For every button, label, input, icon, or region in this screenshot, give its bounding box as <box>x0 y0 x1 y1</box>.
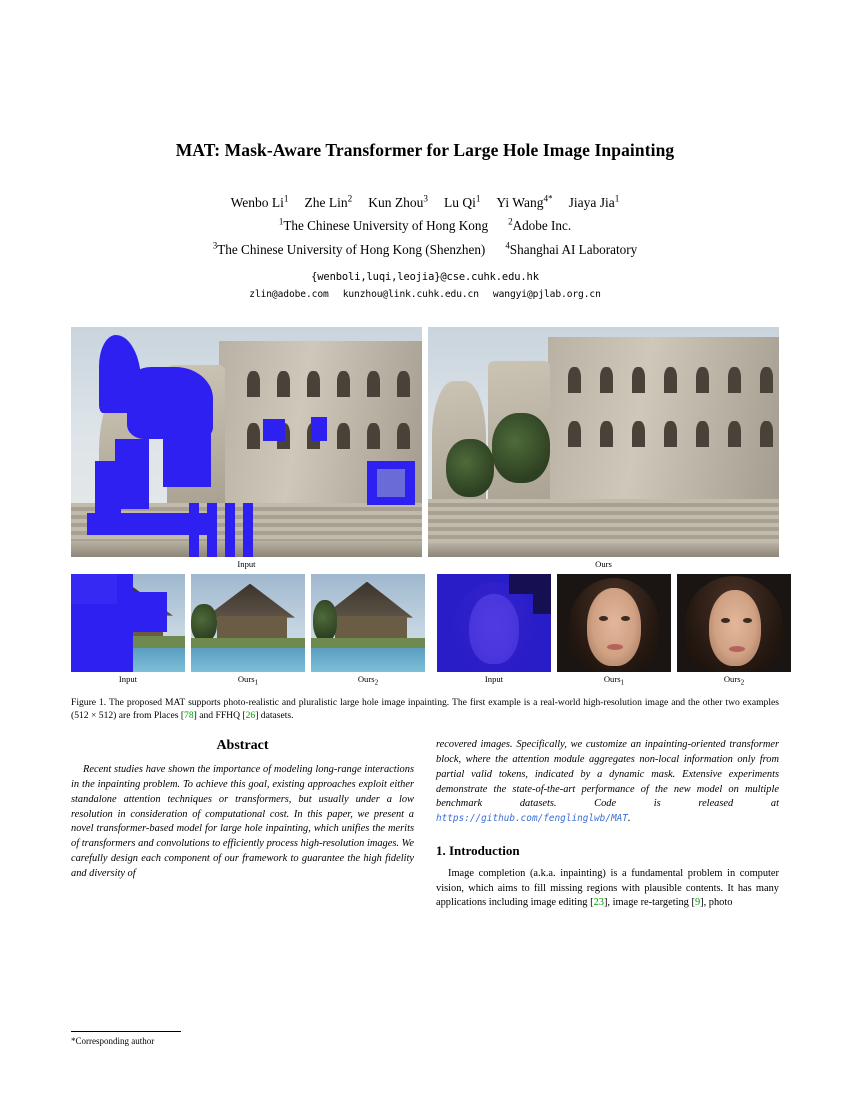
affiliation-line-1: $^1$The Chinese University of Hong Kong $^2$Adobe Inc. <box>278 216 572 233</box>
abstract-heading: Abstract <box>216 738 269 754</box>
face-ours-1-image <box>557 574 671 672</box>
figure-caption-house-ours-2: Ours$_2$ <box>357 673 379 687</box>
email-block <box>71 269 779 303</box>
house-ours-2-image <box>311 574 425 672</box>
figure-caption-face-ours-2: Ours$_2$ <box>723 673 745 687</box>
footnote-rule <box>71 1031 181 1032</box>
right-column <box>436 738 779 1046</box>
author-2: Kun Zhou$^3$ <box>368 193 428 210</box>
citation-26[interactable]: 26 <box>245 710 256 722</box>
figure-caption-face-input: Input <box>484 673 504 684</box>
face-ours-2-image <box>677 574 791 672</box>
abstract-text: Recent studies have shown the importance of modeling long-range interactions in the inpainting problem. To achieve this goal, existing approaches exploit either standalone attention techniques or transformers, but usually under a low resolution in consideration of computational cost. In this paper, we present a novel transformer-based model for large hole inpainting, which unifies the merits of transformers and convolutions to efficiently process high-resolution images. We carefully design each component of our framework to guarantee the high fidelity and diversity of <box>71 764 414 879</box>
figure-caption-castle-output: Ours <box>595 559 612 570</box>
email-kunzhou: kunzhou@link.cuhk.edu.cn <box>342 288 479 300</box>
figure-cell-castle-output <box>428 327 779 569</box>
figure-cell-face-ours-2 <box>677 574 791 687</box>
figure-cell-castle-input <box>71 327 422 569</box>
citation-23[interactable]: 23 <box>593 897 604 909</box>
figure-cell-face-input <box>437 574 551 687</box>
figure-1 <box>71 327 779 722</box>
two-column-body <box>71 738 779 1046</box>
figure-row-2 <box>71 574 779 687</box>
figure-caption-label: Figure 1. <box>71 696 107 708</box>
figure-cell-house-ours-2 <box>311 574 425 687</box>
citation-9[interactable]: 9 <box>694 897 701 909</box>
code-url-link[interactable]: https://github.com/fenglinglwb/MAT <box>436 813 628 825</box>
author-1: Zhe Lin$^2$ <box>304 193 353 210</box>
figure-caption-house-input: Input <box>118 673 138 684</box>
figure-caption-castle-input: Input <box>237 559 256 570</box>
house-ours-1-image <box>191 574 305 672</box>
author-list <box>71 195 779 211</box>
face-input-image <box>437 574 551 672</box>
house-input-image <box>71 574 185 672</box>
figure-caption-part2: ] and FFHQ [ <box>193 710 246 722</box>
section-heading-introduction: 1. Introduction <box>436 842 520 858</box>
citation-78[interactable]: 78 <box>184 710 194 722</box>
figure-caption-face-ours-1: Ours$_1$ <box>603 673 625 687</box>
figure-row-1 <box>71 327 779 569</box>
page-content <box>71 0 779 1046</box>
email-line-1: {wenboli,luqi,leojia}@cse.cuhk.edu.hk <box>311 271 539 284</box>
affiliation-line-2: $^3$The Chinese University of Hong Kong (Shenzhen) $^4$Shanghai AI Laboratory <box>212 240 638 258</box>
figure-cell-face-ours-1 <box>557 574 671 687</box>
author-3: Lu Qi$^1$ <box>443 193 481 210</box>
figure-cell-house-ours-1 <box>191 574 305 687</box>
figure-caption-part3: ] datasets. <box>255 710 294 722</box>
figure-caption-part1: The proposed MAT supports photo-realistic and pluralistic large hole image inpainting. The first example is a real-world high-resolution image and the other two examples (512 × 512) are from Places [ <box>71 696 779 722</box>
left-column <box>71 738 414 1046</box>
author-4: Yi Wang$^{4*}$ <box>496 193 553 210</box>
introduction-paragraph: Image completion (a.k.a. inpainting) is a fundamental problem in computer vision, which aims to fill missing regions with plausible contents. It has many applications including image editing [23], image re-targeting [9], photo <box>436 867 779 909</box>
footnote-corresponding-author: *Corresponding author <box>71 1036 155 1047</box>
figure-cell-house-input <box>71 574 185 687</box>
author-0: Wenbo Li$^1$ <box>230 193 289 210</box>
email-zlin: zlin@adobe.com <box>249 288 329 300</box>
email-wangyi: wangyi@pjlab.org.cn <box>492 288 601 300</box>
page-title: MAT: Mask-Aware Transformer for Large Hole Image Inpainting <box>175 140 675 160</box>
figure-caption-house-ours-1: Ours$_1$ <box>237 673 259 687</box>
figure-1-caption <box>71 696 779 722</box>
email-line-2 <box>71 287 779 303</box>
castle-input-image <box>71 327 422 557</box>
author-5: Jiaya Jia$^1$ <box>568 193 620 210</box>
abstract-text-continued: recovered images. Specifically, we customize an inpainting-oriented transformer block, where the attention module aggregates non-local information only from partial valid tokens, indicated by a dynamic mask. Extensive experiments demonstrate the state-of-the-art performance of the new model on multiple benchmark datasets. Code is released at https://github.com/fenglinglwb/MAT. <box>436 739 779 825</box>
castle-output-image <box>428 327 779 557</box>
